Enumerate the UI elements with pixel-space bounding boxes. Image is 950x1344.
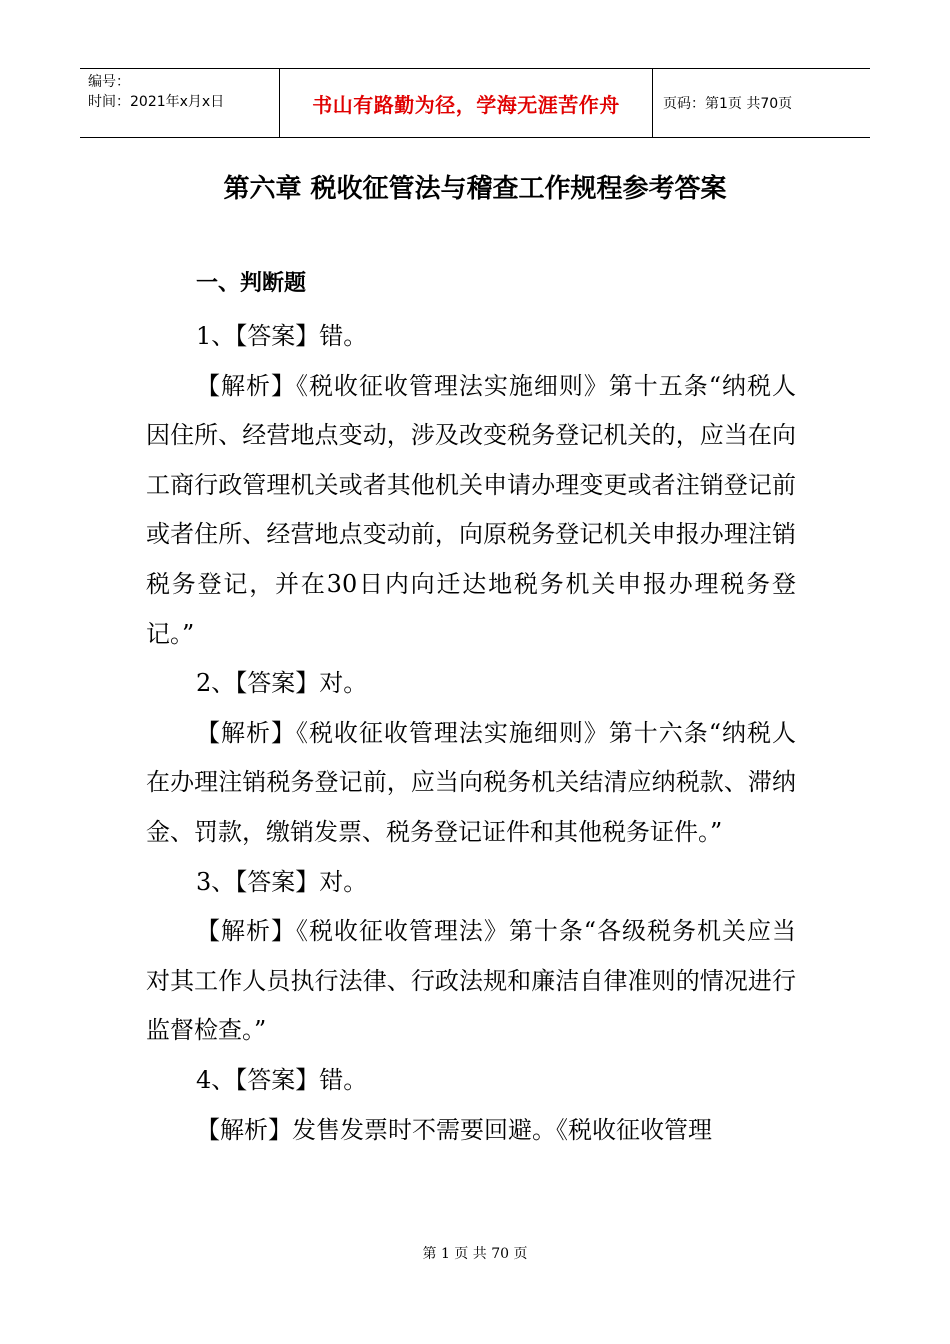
answer-line: 1、【答案】错。 [196,322,368,350]
header-page-info: 页码：第1页 共70页 [663,96,793,112]
analysis-text: 【解析】《税收征收管理法》第十条“各级税务机关应当对其工作人员执行法律、行政法规和廉洁自律准则的情况进行监督检查。” [146,917,796,1045]
page-footer: 第 1 页 共 70 页 [422,1246,528,1262]
page-header [80,68,870,138]
question-item [146,858,796,1056]
analysis-text: 【解析】发售发票时不需要回避。《税收征收管理 [196,1115,712,1144]
question-item [146,1056,796,1155]
document-number-label: 编号： [88,74,130,90]
answer-list [146,312,796,1155]
document-date: 时间：2021年x月x日 [88,94,225,110]
analysis-text: 【解析】《税收征收管理法实施细则》第十六条“纳税人在办理注销税务登记前，应当向税务机关结清应纳税款、滞纳金、罚款，缴销发票、税务登记证件和其他税务证件。” [146,718,796,846]
header-motto: 书山有路勤为径，学海无涯苦作舟 [280,69,653,137]
header-meta [80,69,280,137]
section-title: 一、判断题 [196,271,307,296]
answer-line: 2、【答案】对。 [196,669,368,698]
document-title: 第六章 税收征管法与稽查工作规程参考答案 [223,174,727,204]
question-item [146,312,796,659]
analysis-text: 【解析】《税收征收管理法实施细则》第十五条“纳税人因住所、经营地点变动，涉及改变税务登记机关的，应当在向工商行政管理机关或者其他机关申请办理变更或者注销登记前或者住所、经营地点变动前，向原税务登记机关申报办理注销税务登记，并在30日内向迁达地税务机关申报办理税务登记。” [146,371,796,648]
question-item [146,659,796,857]
answer-line: 3、【答案】对。 [196,867,368,896]
answer-line: 4、【答案】错。 [196,1065,368,1094]
